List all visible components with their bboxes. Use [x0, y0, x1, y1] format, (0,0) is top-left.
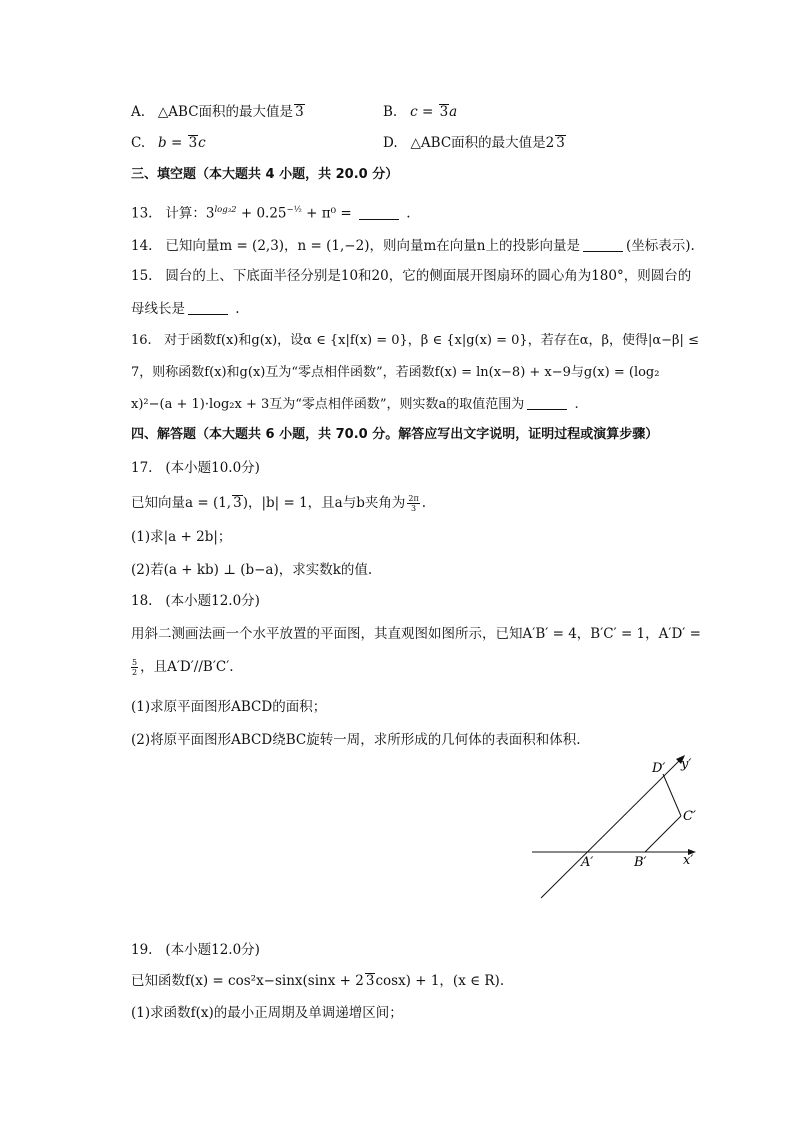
question-end: .: [574, 397, 579, 412]
math-term: + 0.25: [236, 205, 287, 222]
question-text: 计算：: [165, 205, 206, 222]
option-letter: D.: [383, 135, 398, 151]
question-18-part2: (2)将原平面图形ABCD绕BC旋转一周，求所形成的几何体的表面积和体积.: [131, 732, 581, 748]
question-number: 16.: [131, 333, 152, 348]
question-number: 14.: [131, 238, 153, 254]
question-number: 18.: [131, 593, 153, 609]
answer-blank: [359, 205, 399, 220]
question-17-stem: [131, 493, 426, 513]
question-16-line3: [131, 395, 579, 415]
question-16-line2: [131, 363, 659, 383]
question-text: 已知函数f(x) = cos²x−sinx(sinx + 2: [131, 973, 364, 989]
fraction-denominator: 2: [132, 668, 138, 677]
sqrt-radicand: 3: [188, 135, 198, 151]
question-19-stem: [131, 971, 504, 991]
question-19-part1: (1)求函数f(x)的最小正周期及单调递增区间；: [131, 1005, 403, 1021]
option-d: [383, 133, 566, 153]
label-a: A′: [581, 855, 594, 870]
label-x: x′: [683, 853, 694, 868]
question-text: 已知向量m = (2,3)，n = (1,−2)，则向量m在向量n上的投影向量是: [165, 238, 580, 254]
math-term: + π⁰ =: [301, 205, 356, 222]
fraction-numerator: 5: [132, 658, 138, 667]
answer-blank: [583, 237, 623, 252]
question-score: (本小题10.0分): [165, 460, 260, 476]
question-text: 7，则称函数f(x)和g(x)互为“零点相伴函数”，若函数f(x) = ln(x−8) + x−9与g(x) = (log₂: [131, 365, 660, 380]
question-text: x)²−(a + 1)·log₂x + 3互为“零点相伴函数”，则实数a的取值范围为: [131, 397, 525, 412]
question-14: [131, 236, 695, 256]
label-d: D′: [652, 761, 666, 776]
option-a: [131, 102, 305, 122]
oblique-projection-figure: [525, 750, 705, 905]
question-17: [131, 458, 260, 478]
y-axis: [541, 758, 682, 898]
question-17-part1: (1)求|a + 2b|；: [131, 529, 232, 545]
question-text: 圆台的上、下底面半径分别是10和20，它的侧面展开图扇环的圆心角为180°，则圆台的: [165, 268, 692, 284]
option-text: △ABC面积的最大值是: [157, 104, 294, 120]
sqrt-radicand: 3: [365, 973, 375, 989]
question-15-cont: [131, 299, 240, 319]
question-number: 15.: [131, 268, 153, 284]
question-text: )，|b| = 1，且a与b夹角为: [242, 495, 406, 511]
question-score: (本小题12.0分): [165, 593, 260, 609]
option-letter: B.: [383, 104, 398, 120]
sqrt-radicand: 3: [439, 104, 449, 120]
question-text: 对于函数f(x)和g(x)，设α ∈ {x|f(x) = 0}，β ∈ {x|g(x) = 0}，若存在α，β，使得|α−β| ≤: [164, 333, 699, 348]
section-heading-fill-blank: 三、填空题（本大题共 4 小题，共 20.0 分）: [131, 167, 399, 182]
option-text: b =: [158, 135, 187, 151]
question-18-stem: 用斜二测画法画一个水平放置的平面图，其直观图如图所示，已知A′B′ = 4，B′C′ = 1，A′D′ =: [131, 626, 701, 642]
option-c: [131, 133, 206, 153]
label-b: B′: [634, 855, 647, 870]
option-text: △ABC面积的最大值是2: [410, 135, 555, 151]
question-number: 17.: [131, 460, 153, 476]
question-end: .: [421, 495, 427, 511]
sqrt-radicand: 3: [556, 135, 565, 151]
question-text: ，且A′D′//B′C′.: [140, 659, 234, 675]
question-13: [131, 200, 411, 224]
question-end: .: [406, 205, 411, 222]
question-score: (本小题12.0分): [165, 942, 260, 958]
option-letter: C.: [131, 135, 146, 151]
option-letter: A.: [131, 104, 146, 120]
segment-cb: [645, 816, 681, 852]
question-end: .: [235, 301, 240, 317]
question-19: [131, 940, 260, 960]
label-y: y′: [681, 757, 692, 772]
segment-dc: [663, 774, 681, 816]
question-end: (坐标表示).: [625, 238, 695, 254]
label-c: C′: [683, 809, 696, 824]
question-number: 19.: [131, 942, 153, 958]
question-16: [131, 331, 699, 351]
sqrt-radicand: 3: [233, 495, 242, 511]
section-heading-solve: 四、解答题（本大题共 6 小题，共 70.0 分。解答应写出文字说明，证明过程或演算步骤）: [131, 427, 659, 442]
answer-blank: [527, 395, 567, 410]
fraction: [407, 494, 419, 513]
question-text: 母线长是: [131, 301, 185, 317]
math-exponent: −½: [286, 205, 302, 215]
math-base: 3: [205, 205, 215, 222]
question-15: [131, 266, 691, 286]
option-text: c =: [410, 104, 438, 120]
question-text: cosx) + 1，(x ∈ R).: [375, 973, 505, 989]
fraction: [131, 658, 138, 677]
fraction-denominator: 3: [411, 504, 417, 513]
question-number: 13.: [131, 205, 153, 222]
sqrt-radicand: 3: [295, 104, 304, 120]
option-b: [383, 102, 457, 122]
question-18-stem-cont: [131, 657, 234, 677]
question-17-part2: (2)若(a + kb) ⊥ (b−a)，求实数k的值.: [131, 562, 373, 578]
option-tail: c: [198, 135, 206, 151]
question-18: [131, 591, 260, 611]
question-text: 已知向量a = (1,: [131, 495, 232, 511]
fraction-numerator: 2π: [408, 494, 419, 503]
question-18-part1: (1)求原平面图形ABCD的面积；: [131, 699, 327, 715]
math-exponent: log₃2: [214, 205, 237, 215]
option-tail: a: [449, 104, 458, 120]
answer-blank: [188, 300, 228, 315]
